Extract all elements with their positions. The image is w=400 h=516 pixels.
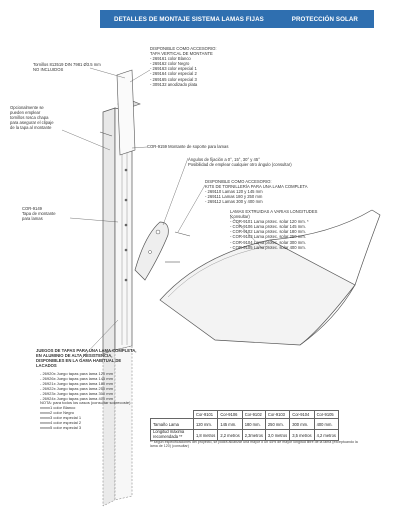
cap-sets-title: JUEGOS DE TAPAS PARA UNA LAMA COMPLETA, EN ALUMINIO DE ALTA RESISTENCIA, DISPONIBLES EN LA GAMA HABITUAL DE LACADOS [36,348,137,369]
table-cell: 2,2 metros [218,430,242,441]
table-cell: 1,8 metros [194,430,218,441]
cor9149-note: COR-9149 Tapa de montante para lamas [22,206,56,222]
row-label-size: Tamaño Lama [151,419,194,430]
table-code: Cor-9102 [242,411,265,419]
table-cell: 3,5 metros [290,430,314,441]
table-footnote: ** según especificaciones del proyecto, se podrá alcanzar una mayor o un 45% de mayor longitud libre de la lama (exceptuando la lama de 120) (consultar) [150,440,358,449]
table-cell: 250 mm. [265,419,289,430]
angles-note: Ángulos de fijación a 0°, 15°, 30° y 45° Posibilidad de emplear cualquier otro ángulo (consultar) [188,157,292,168]
table-cell: 400 mm. [314,419,338,430]
table-cell: 2,3metros [242,430,265,441]
table-code: Cor-9104 [290,411,314,419]
slat-spec-table [150,410,339,441]
section-label: PROTECCIÓN SOLAR [291,15,358,23]
table-code: Cor-9101 [194,411,218,419]
page-title: DETALLES DE MONTAJE SISTEMA LAMAS FIJAS [114,15,264,23]
table-code: Cor-9106 [218,411,242,419]
screw-kits-note: DISPONIBLE COMO ACCESORIO: KITS DE TORNILLERÍA PARA UNA LAMA COMPLETA - 269110 Lamas 120 y 145 mm - 269111 Lamas 180 y 250 mm - 269112 Lamas 300 y 400 mm [205,179,308,205]
optional-screws-note: Opcionalmente se pueden emplear tornillos rosca chapa para asegurar el clipaje de la tapa al montante [10,105,54,131]
table-cell: 300 mm. [290,419,314,430]
post-note: COR-9159 Montante de soporte para lamas [147,144,229,149]
table-code: Cor-9103 [265,411,289,419]
cap-accessory-note: DISPONIBLE COMO ACCESORIO: TAPA VERTICAL DE MONTANTE - 269161 color Blanco - 269162 color Negro - 269163 color especial 1 - 269164 color especial 2 - 269165 color especial 3 - 309132 anodizado plata [150,46,217,87]
table-code: Cor-9105 [314,411,338,419]
post-drawing [103,70,140,506]
table-cell: 145 mm. [218,419,242,430]
table-cell: 4,2 metros [314,430,338,441]
screws-note: Tornillos 813519 DIN 7981 Ø3.5 mm NO INCLUIDOS [33,62,101,73]
slats-note: LAMAS EXTRUIDAS A VARIAS LONGITUDES (consultar) - COR-9101 Lama protec. solar 120 mm. * - COR-9106 Lama protec. solar 145 mm. - COR-9102 Lama protec. solar 180 mm. - COR-9103 Lama protec. solar 250 mm. - COR-9104 Lama protec. solar 300 mm. - COR-9105 Lama protec. solar 400 mm. [230,209,318,250]
row-label-length: Longitud máxima recomendada ** [151,430,194,441]
table-cell: 180 mm. [242,419,265,430]
table-cell: 3,0 metros [265,430,289,441]
table-cell: 120 mm. [194,419,218,430]
cap-sets-list: - 26920x Juego tapas para lama 120 mm - 26926x Juego tapas para lama 145 mm - 26921x Juego tapas para lama 180 mm - 26922x Juego tapas para lama 250 mm - 26923x Juego tapas para lama 300 mm - 26924x Juego tapas para lama 400 mm NOTA: para todos los casos (consultar sobrecoste) xxxxx1 color Blanco xxxxx2 color Negro xxxxx3 color especial 1 xxxxx4 color especial 2 xxxxx5 color especial 3 [40,371,131,430]
